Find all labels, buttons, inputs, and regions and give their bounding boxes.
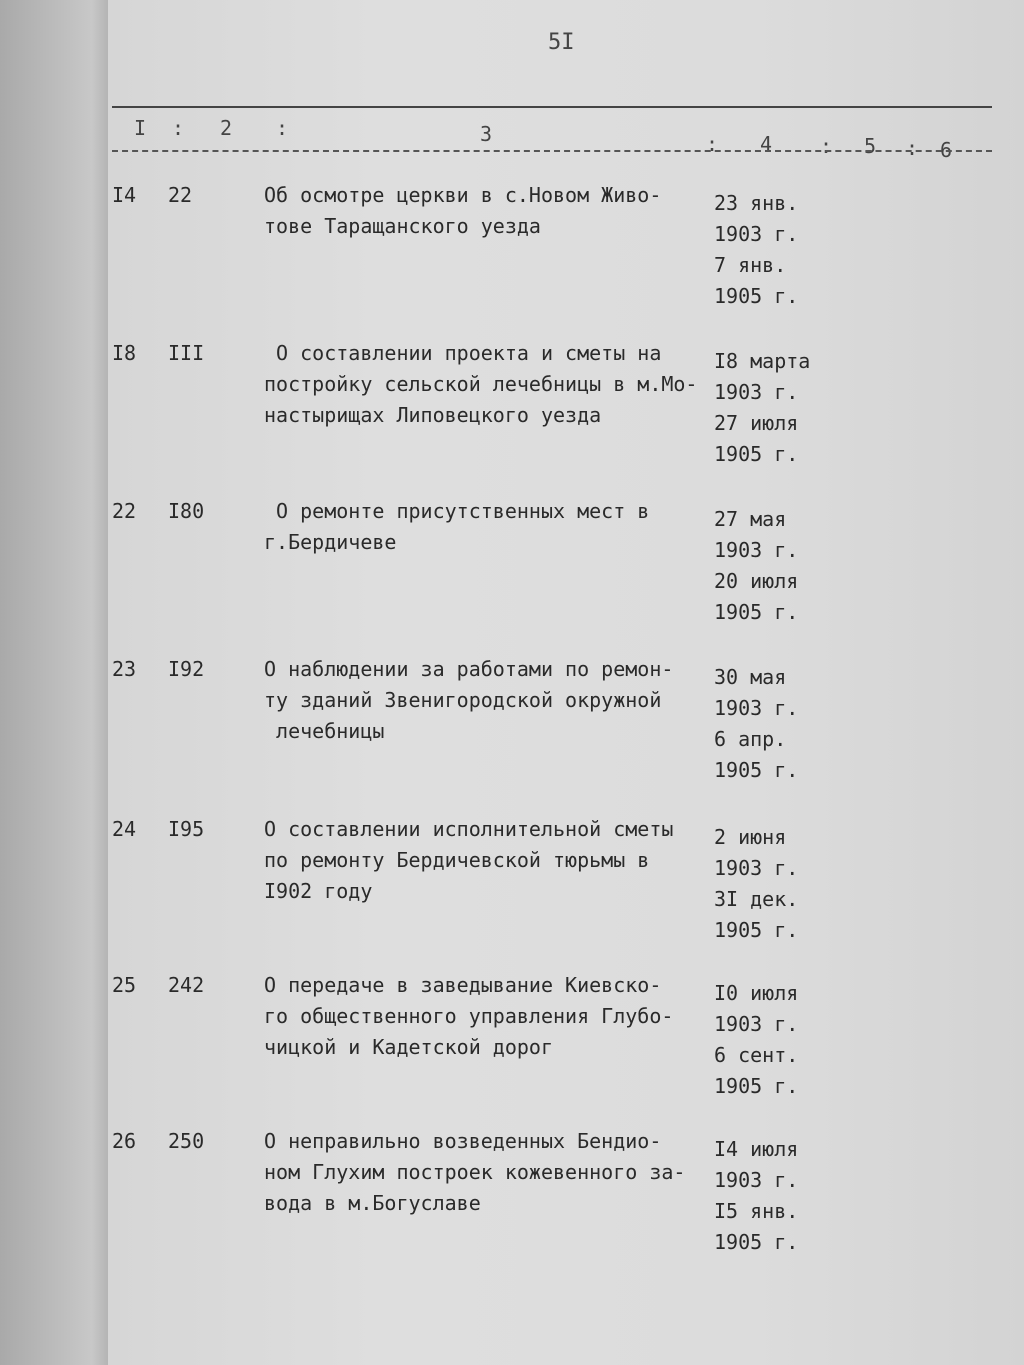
row-number: 22 (112, 499, 137, 523)
row-title: О составлении проекта и сметы на постройку сельской лечебницы в м.Мо- настырищах Липовецкого уезда (264, 341, 698, 427)
column-separator: : (276, 116, 289, 140)
row-dates: I4 июля 1903 г. I5 янв. 1905 г. (714, 1137, 799, 1254)
row-title: О наблюдении за работами по ремон- ту зданий Звенигородской окружной лечебницы (264, 657, 674, 743)
document-page (108, 0, 1024, 1365)
column-header-1: I (134, 116, 147, 140)
column-separator: : (906, 136, 919, 160)
row-number: 26 (112, 1129, 137, 1153)
row-title: Об осмотре церкви в с.Новом Живо- тове Таращанского уезда (264, 183, 662, 238)
column-separator: : (172, 116, 185, 140)
column-header-6: 6 (940, 138, 953, 162)
row-dates: 30 мая 1903 г. 6 апр. 1905 г. (714, 665, 799, 782)
column-header-4: 4 (760, 132, 773, 156)
row-number: I8 (112, 341, 137, 365)
row-title: О передаче в заведывание Киевско- го общественного управления Глубо- чицкой и Кадетской дорог (264, 973, 674, 1059)
row-dates: 27 мая 1903 г. 20 июля 1905 г. (714, 507, 799, 624)
page-number: 5I (548, 30, 575, 55)
header-top-rule (112, 106, 992, 108)
header-bottom-rule (112, 150, 992, 152)
row-file-number: 22 (168, 183, 193, 207)
row-title: О неправильно возведенных Бендио- ном Глухим построек кожевенного за- вода в м.Богуславе (264, 1129, 686, 1215)
row-number: 25 (112, 973, 137, 997)
row-file-number: I95 (168, 817, 205, 841)
column-separator: : (706, 132, 719, 156)
column-header-2: 2 (220, 116, 233, 140)
row-file-number: I80 (168, 499, 205, 523)
column-separator: : (820, 134, 833, 158)
row-dates: 23 янв. 1903 г. 7 янв. 1905 г. (714, 191, 799, 308)
row-number: I4 (112, 183, 137, 207)
binding-strip (0, 0, 110, 1365)
row-title: О ремонте присутственных мест в г.Бердичеве (264, 499, 650, 554)
column-header-3: 3 (480, 122, 493, 146)
row-file-number: 250 (168, 1129, 205, 1153)
row-dates: I0 июля 1903 г. 6 сент. 1905 г. (714, 981, 799, 1098)
column-header-5: 5 (864, 134, 877, 158)
row-file-number: III (168, 341, 205, 365)
row-dates: 2 июня 1903 г. 3I дек. 1905 г. (714, 825, 799, 942)
row-dates: I8 марта 1903 г. 27 июля 1905 г. (714, 349, 811, 466)
row-file-number: 242 (168, 973, 205, 997)
row-number: 23 (112, 657, 137, 681)
row-file-number: I92 (168, 657, 205, 681)
row-number: 24 (112, 817, 137, 841)
row-title: О составлении исполнительной сметы по ремонту Бердичевской тюрьмы в I902 году (264, 817, 674, 903)
